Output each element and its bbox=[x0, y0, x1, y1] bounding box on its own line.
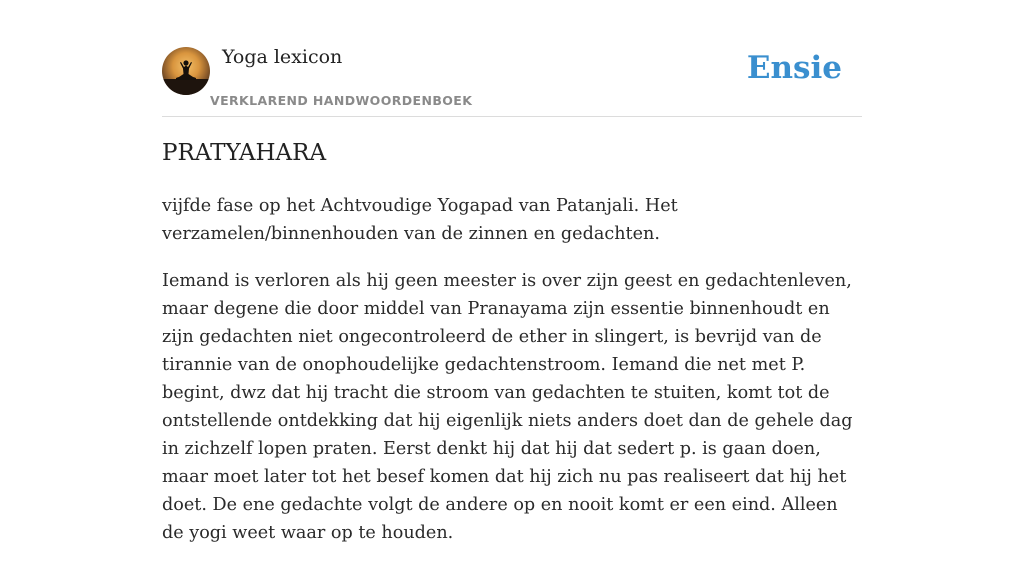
brand-logo-link[interactable]: Ensie bbox=[746, 50, 842, 86]
page bbox=[162, 0, 862, 543]
definition-paragraph: vijfde fase op het Achtvoudige Yogapad van Patanjali. Het verzamelen/binnenhouden van de zinnen en gedachten. bbox=[162, 196, 678, 244]
site-header bbox=[162, 0, 862, 117]
site-title[interactable]: Yoga lexicon bbox=[222, 46, 343, 68]
definition-paragraph: Iemand is verloren als hij geen meester is over zijn geest en gedachtenleven, maar degene die door middel van Pranayama zijn essentie binnenhoudt en zijn gedachten niet ongecontroleerd de ether in slingert, is bevrijd van de tirannie van de onophoudelijke gedachtenstroom. Iemand die net met P. begint, dwz dat hij tracht die stroom van gedachten te stuiten, komt tot de ontstellende ontdekking dat hij eigenlijk niets anders doet dan de gehele dag in zichzelf lopen praten. Eerst denkt hij dat hij dat sedert p. is gaan doen, maar moet later tot het besef komen dat hij zich nu pas realiseert dat hij het doet. De ene gedachte volgt de andere op en nooit komt er een eind. Alleen de yogi weet waar op te houden. bbox=[162, 271, 853, 543]
entry-term-heading: PRATYAHARA bbox=[162, 140, 327, 166]
meditation-silhouette-icon[interactable] bbox=[162, 47, 210, 95]
site-subtitle: VERKLAREND HANDWOORDENBOEK bbox=[210, 93, 473, 108]
entry-definition bbox=[162, 192, 862, 566]
